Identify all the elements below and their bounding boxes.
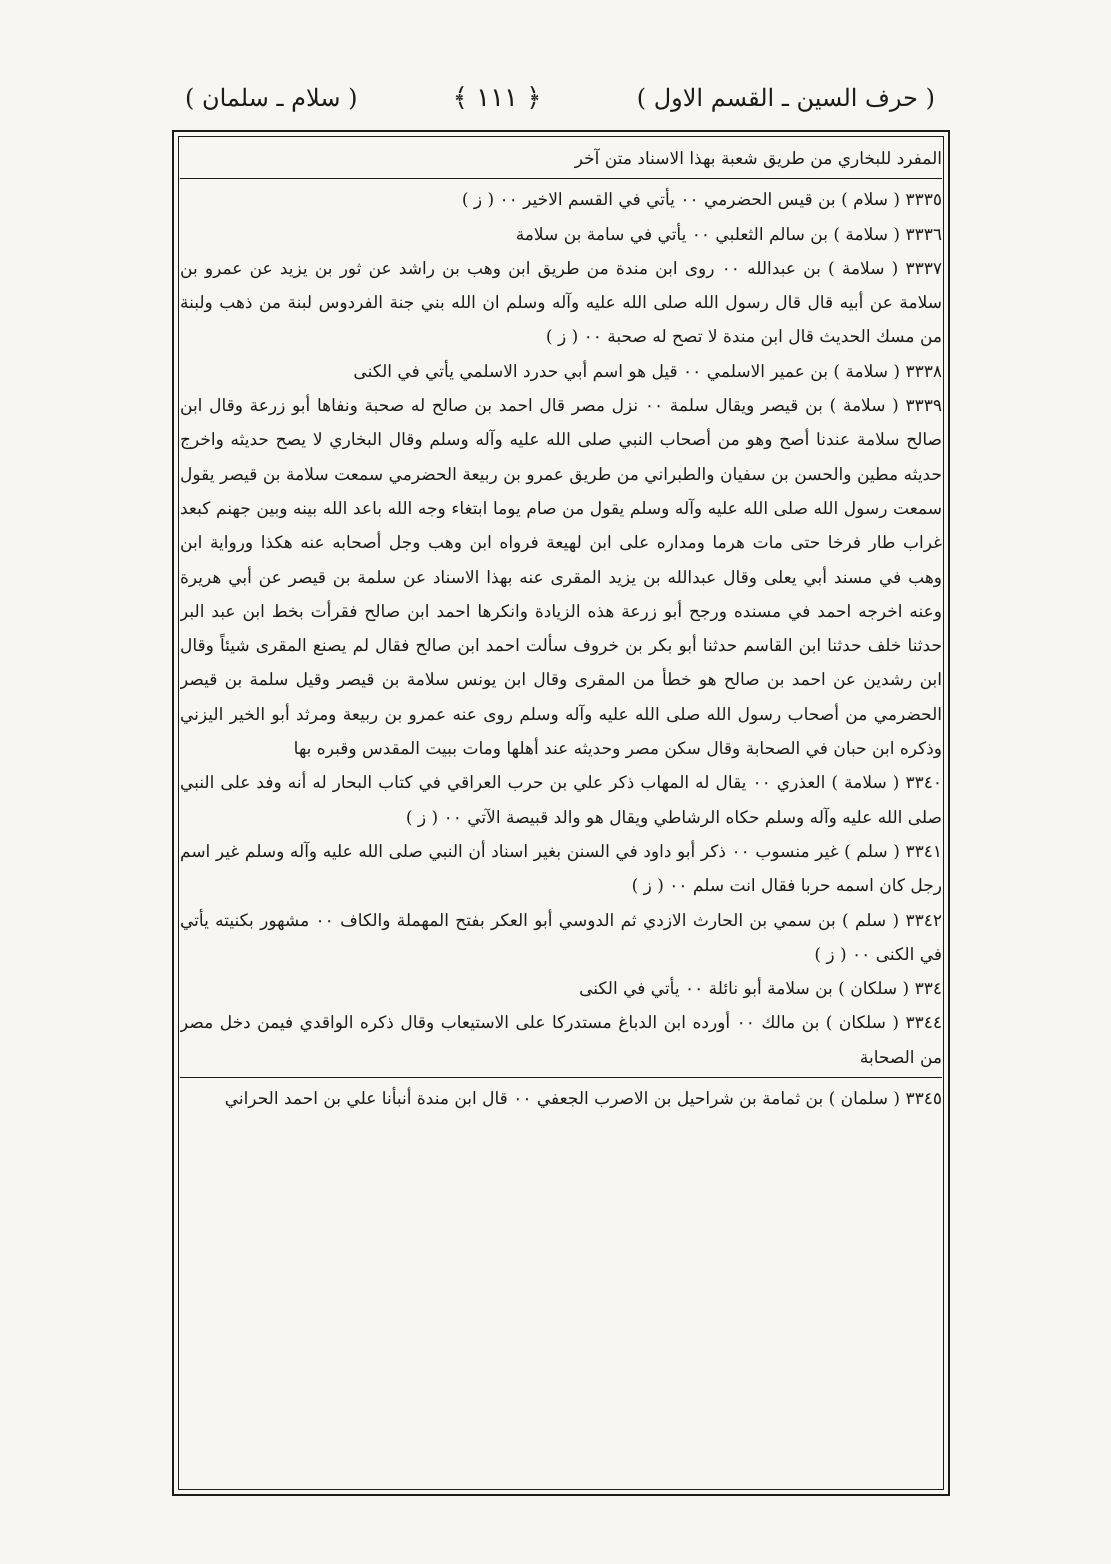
continuation-line: المفرد للبخاري من طريق شعبة بهذا الاسناد متن آخر <box>574 149 942 169</box>
page-text <box>180 142 942 1488</box>
entry-3343: ٣٣٤ ( سلكان ) بن سلامة أبو نائلة ٠٠ يأتي في الكنى <box>579 979 942 1000</box>
entry-3344: ٣٣٤٤ ( سلكان ) بن مالك ٠٠ أورده ابن الدباغ مستدركا على الاستيعاب وقال ذكره الواقدي فيمن دخل مصر من الصحابة <box>180 1013 942 1068</box>
entry-3341: ٣٣٤١ ( سلم ) غير منسوب ٠٠ ذكر أبو داود في السنن بغير اسناد أن النبي صلى الله عليه وآله وسلم غير اسم رجل كان اسمه حربا فقال انت سلم ٠٠ ( ز ) <box>180 841 942 897</box>
entry-3336: ٣٣٣٦ ( سلامة ) بن سالم الثعلبي ٠٠ يأتي في سامة بن سلامة <box>515 224 942 245</box>
separator-line <box>180 178 942 179</box>
entry-3340: ٣٣٤٠ ( سلامة ) العذري ٠٠ يقال له المهاب ذكر علي بن حرب العراقي في كتاب البحار له أنه وفد على النبي صلى الله عليه وآله وسلم حكاه الرشاطي ويقال هو والد قبيصة الآتي ٠٠ ( ز ) <box>180 773 942 828</box>
header-entry-range: ( سلام ـ سلمان ) <box>185 84 358 112</box>
entry-3345: ٣٣٤٥ ( سلمان ) بن ثمامة بن شراحيل بن الاصرب الجعفي ٠٠ قال ابن مندة أنبأنا علي بن احمد الحراني <box>224 1089 942 1110</box>
entry-3342: ٣٣٤٢ ( سلم ) بن سمي بن الحارث الازدي ثم الدوسي أبو العكر بفتح المهملة والكاف ٠٠ مشهور بكنيته يأتي في الكنى ٠٠ ( ز ) <box>180 910 942 965</box>
page-number: ﴿ ١١١ ﴾ <box>452 83 542 113</box>
entry-3337: ٣٣٣٧ ( سلامة ) بن عبدالله ٠٠ روى ابن مندة من طريق ابن وهب بن راشد عن ثور بن يزيد عن عمرو بن سلامة عن أبيه قال قال رسول الله صلى الله عليه وآله وسلم ان الله بني جنة الفردوس لبنة من ذهب ولبنة من مسك الحديث قال ابن مندة لا تصح له صحبة ٠٠ ( ز ) <box>180 258 942 348</box>
separator-line <box>180 1077 942 1078</box>
header-section-title: ( حرف السين ـ القسم الاول ) <box>636 84 935 112</box>
page-header <box>185 78 935 118</box>
entry-3339: ٣٣٣٩ ( سلامة ) بن قيصر ويقال سلمة ٠٠ نزل مصر قال احمد بن صالح له صحبة ونفاها أبو زرعة وقال ابن صالح سلامة عندنا أصح وهو من أصحاب النبي صلى الله عليه وآله وسلم وقال البخاري لا يصح حديثه واخرج حديثه مطين والحسن بن سفيان والطبراني من طريق عمرو بن ربيعة الحضرمي سمعت سلامة بن قيصر يقول سمعت رسول الله صلى الله عليه وآله وسلم يقول من صام يوما ابتغاء وجه الله باعد الله بينه وبين جهنم كبعد غراب طار فرخا حتى مات هرما ومداره على ابن لهيعة فرواه ابن وهب وجل أصحابه عنه هكذا ورواية ابن وهب في مسند أبي يعلى وقال عبدالله بن يزيد المقرى عنه بهذا الاسناد عن سلمة بن قيصر عن أبي هريرة وعنه اخرجه احمد في مسنده ورجح أبو زرعة هذه الزيادة وانكرها احمد ابن صالح فقرأت بخط ابن عبد البر حدثنا خلف حدثنا ابن القاسم حدثنا أبو بكر بن خروف سألت احمد ابن صالح فقال لم يصنع المقرى شيئاً وقال ابن رشدين عن احمد بن صالح هو خطأ من المقرى وقال ابن يونس سلامة بن قيصر وقيل سلمة بن قيصر الحضرمي من أصحاب رسول الله صلى الله عليه وآله وسلم روى عنه عمرو بن ربيعة ومرثد أبو الخير اليزني وذكره ابن حبان في الصحابة وقال سكن مصر وحديثه عند أهلها ومات ببيت المقدس وقبره بها <box>180 396 942 760</box>
entry-3338: ٣٣٣٨ ( سلامة ) بن عمير الاسلمي ٠٠ قيل هو اسم أبي حدرد الاسلمي يأتي في الكنى <box>353 361 942 382</box>
entry-3335: ٣٣٣٥ ( سلام ) بن قيس الحضرمي ٠٠ يأتي في القسم الاخير ٠٠ ( ز ) <box>461 190 942 211</box>
